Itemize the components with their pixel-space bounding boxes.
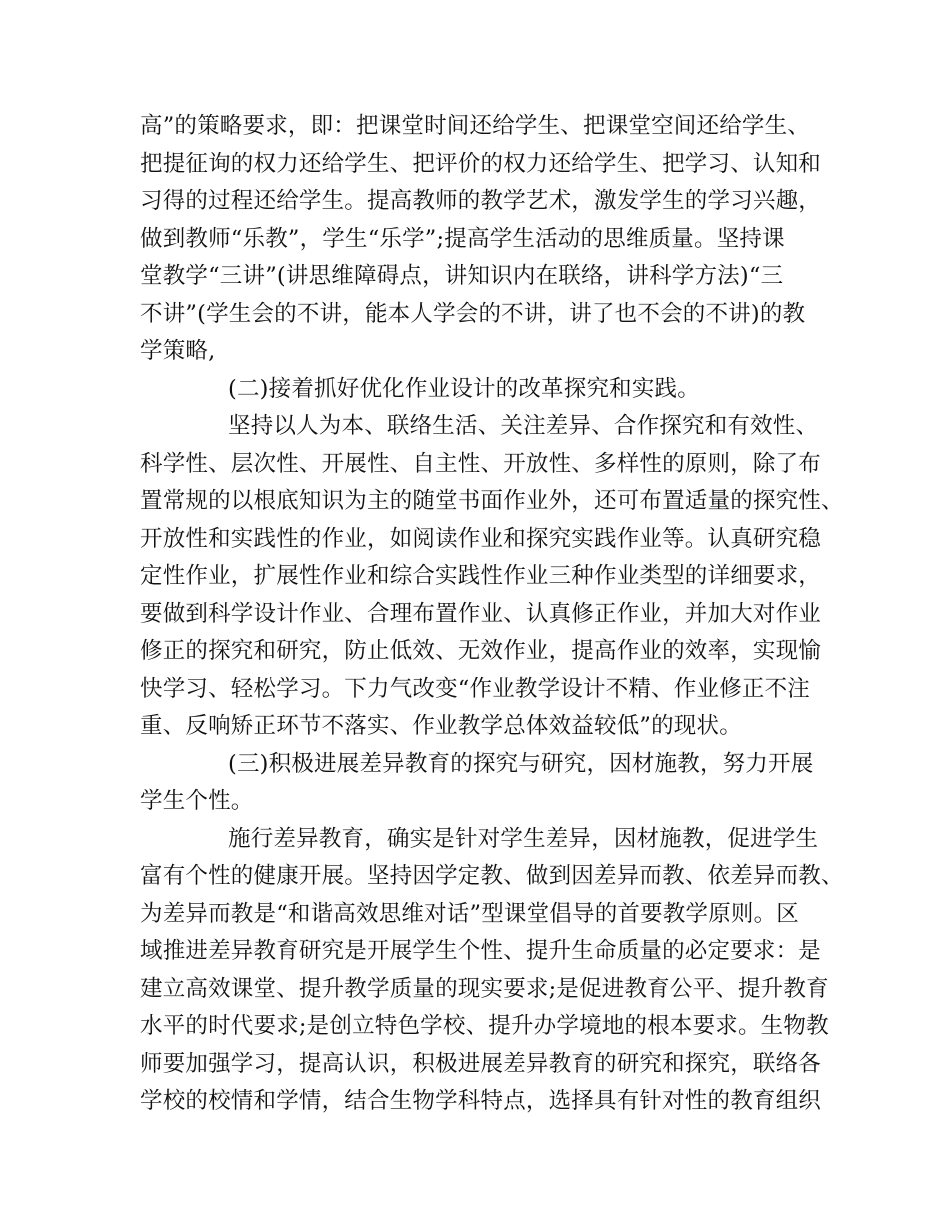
text-line: 域推进差异教育研究是开展学生个性、提升生命质量的必定要求：是 [140,938,822,964]
text-line: 科学性、层次性、开展性、自主性、开放性、多样性的原则，除了布 [140,450,822,477]
text-line: 把提征询的权力还给学生、把评价的权力还给学生、把学习、认知和 [140,150,822,177]
text-line: 做到教师“乐教”，学生“乐学”;提高学生活动的思维质量。坚持课 [140,225,785,252]
section-heading: (三)积极进展差异教育的探究与研究，因材施教，努力开展 [228,750,814,777]
text-line: 置常规的以根底知识为主的随堂书面作业外，还可布置适量的探究性、 [140,488,844,514]
text-line: 坚持以人为本、联络生活、关注差异、合作探究和有效性、 [228,413,819,439]
text-line: 施行差异教育，确实是针对学生差异，因材施教，促进学生 [228,825,819,852]
text-line: 师要加强学习，提高认识，积极进展差异教育的研究和探究，联络各 [140,1050,822,1077]
text-line: 习得的过程还给学生。提高教师的教学艺术，激发学生的学习兴趣， [140,188,822,214]
text-line: 高”的策略要求，即：把课堂时间还给学生、把课堂空间还给学生、 [140,113,811,139]
text-line: 定性作业，扩展性作业和综合实践性作业三种作业类型的详细要求， [140,563,822,589]
text-line: 为差异而教是“和谐高效思维对话”型课堂倡导的首要教学原则。区 [140,900,800,927]
text-line: 建立高效课堂、提升教学质量的现实要求;是促进教育公平、提升教育 [140,975,829,1002]
text-line: 水平的时代要求;是创立特色学校、提升办学境地的根本要求。生物教 [140,1013,829,1039]
text-line: 快学习、轻松学习。下力气改变“作业教学设计不精、作业修正不注 [140,675,811,702]
section-heading: (二)接着抓好优化作业设计的改革探究和实践。 [228,375,700,402]
text-line: 学校的校情和学情，结合生物学科特点，选择具有针对性的教育组织 [140,1088,822,1114]
text-line: 富有个性的健康开展。坚持因学定教、做到因差异而教、依差异而教、 [140,863,844,889]
text-line: 学生个性。 [140,788,254,814]
body-text [140,108,844,1121]
text-line: 堂教学“三讲”(讲思维障碍点，讲知识内在联络，讲科学方法)“三 [140,263,784,289]
text-line: 不讲”(学生会的不讲，能本人学会的不讲，讲了也不会的不讲)的教 [140,300,806,327]
text-line: 学策略, [140,338,216,364]
text-line: 重、反响矫正环节不落实、作业教学总体效益较低”的现状。 [140,713,742,739]
text-line: 要做到科学设计作业、合理布置作业、认真修正作业，并加大对作业 [140,600,822,627]
text-line: 修正的探究和研究，防止低效、无效作业，提高作业的效率，实现愉 [140,638,822,664]
text-line: 开放性和实践性的作业，如阅读作业和探究实践作业等。认真研究稳 [140,525,822,552]
